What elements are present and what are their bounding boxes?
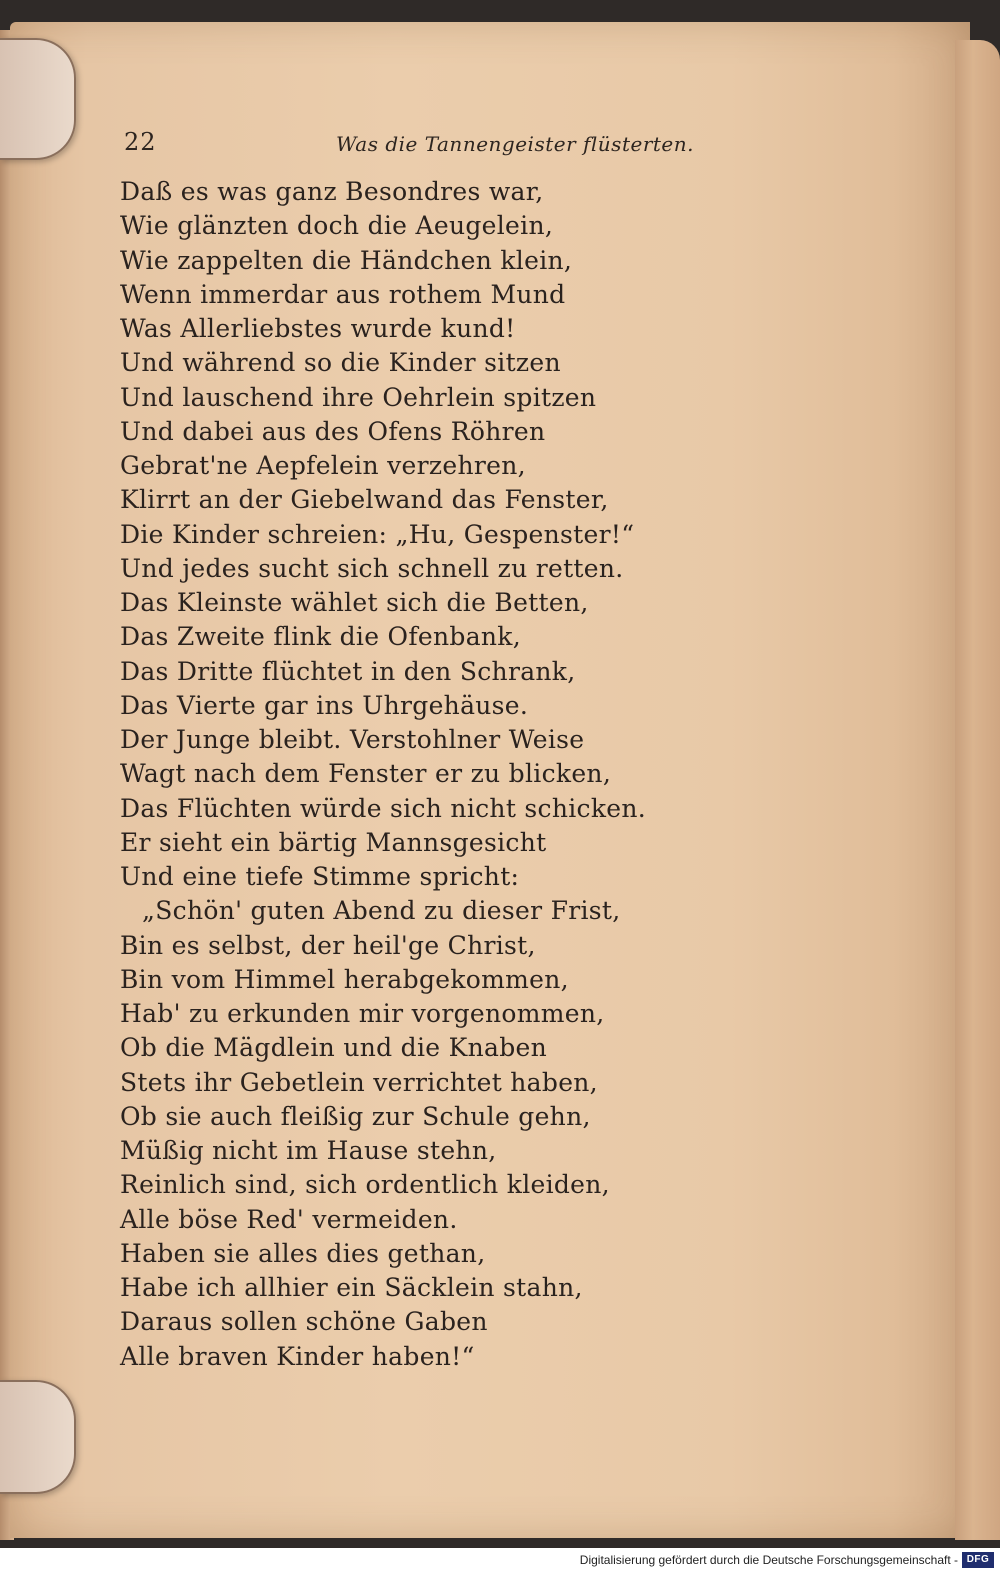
poem-line: Haben sie alles dies gethan, — [120, 1238, 486, 1268]
running-head: Was die Tannengeister flüsterten. — [335, 132, 694, 156]
poem-line: Er sieht ein bärtig Mannsgesicht — [120, 827, 547, 857]
poem-line: Das Zweite flink die Ofenbank, — [120, 622, 522, 652]
dfg-logo: DFG — [962, 1552, 994, 1568]
poem-line: Reinlich sind, sich ordentlich kleiden, — [120, 1170, 610, 1200]
digitization-credit: Digitalisierung gefördert durch die Deutsche Forschungsgemeinschaft - — [579, 1553, 958, 1567]
page-number: 22 — [124, 128, 157, 156]
poem-line: Wagt nach dem Fenster er zu blicken, — [120, 759, 612, 789]
poem-line: Müßig nicht im Hause stehn, — [120, 1136, 497, 1165]
book-clamp-bottom — [0, 1380, 76, 1494]
poem-line: Klirrt an der Giebelwand das Fenster, — [120, 485, 609, 515]
poem-line: Und jedes sucht sich schnell zu retten. — [120, 553, 624, 583]
poem-line: Ob die Mägdlein und die Knaben — [120, 1033, 548, 1063]
poem-line: Stets ihr Gebetlein verrichtet haben, — [120, 1067, 598, 1097]
poem-line: Bin es selbst, der heil'ge Christ, — [120, 930, 536, 960]
book-clamp-top — [0, 38, 76, 160]
poem-line: Das Flüchten würde sich nicht schicken. — [120, 793, 647, 823]
poem-line: Wie zappelten die Händchen klein, — [120, 245, 573, 275]
poem-line: Wenn immerdar aus rothem Mund — [120, 279, 566, 309]
poem-line: Das Dritte flüchtet in den Schrank, — [120, 656, 576, 686]
poem-line: Daraus sollen schöne Gaben — [120, 1307, 488, 1337]
poem-line: Daß es was ganz Besondres war, — [120, 177, 544, 206]
poem-line: Gebrat'ne Aepfelein verzehren, — [120, 451, 526, 480]
poem-line: Was Allerliebstes wurde kund! — [120, 314, 516, 343]
poem-line: Die Kinder schreien: „Hu, Gespenster!“ — [120, 519, 635, 549]
poem-line: Und eine tiefe Stimme spricht: — [120, 862, 520, 891]
poem-line: Und während so die Kinder sitzen — [120, 348, 561, 378]
poem-line: Alle braven Kinder haben!“ — [120, 1341, 475, 1371]
poem-line: „Schön' guten Abend zu dieser Frist, — [142, 896, 621, 926]
poem-line: Hab' zu erkunden mir vorgenommen, — [120, 999, 605, 1028]
poem-line: Das Vierte gar ins Uhrgehäuse. — [120, 690, 529, 720]
poem-line: Wie glänzten doch die Aeugelein, — [120, 211, 554, 241]
poem-line: Und lauschend ihre Oehrlein spitzen — [120, 382, 597, 412]
poem-line: Alle böse Red' vermeiden. — [120, 1204, 458, 1234]
poem-line: Ob sie auch fleißig zur Schule gehn, — [120, 1101, 591, 1131]
poem-line: Das Kleinste wählet sich die Betten, — [120, 588, 589, 617]
poem-line: Bin vom Himmel herabgekommen, — [120, 964, 569, 994]
poem-line: Habe ich allhier ein Säcklein stahn, — [120, 1273, 583, 1302]
poem-text — [120, 175, 660, 1374]
facing-page-edge — [955, 40, 1000, 1540]
poem-line: Und dabei aus des Ofens Röhren — [120, 416, 546, 446]
page-header — [124, 128, 694, 162]
poem-line: Der Junge bleibt. Verstohlner Weise — [120, 725, 585, 754]
